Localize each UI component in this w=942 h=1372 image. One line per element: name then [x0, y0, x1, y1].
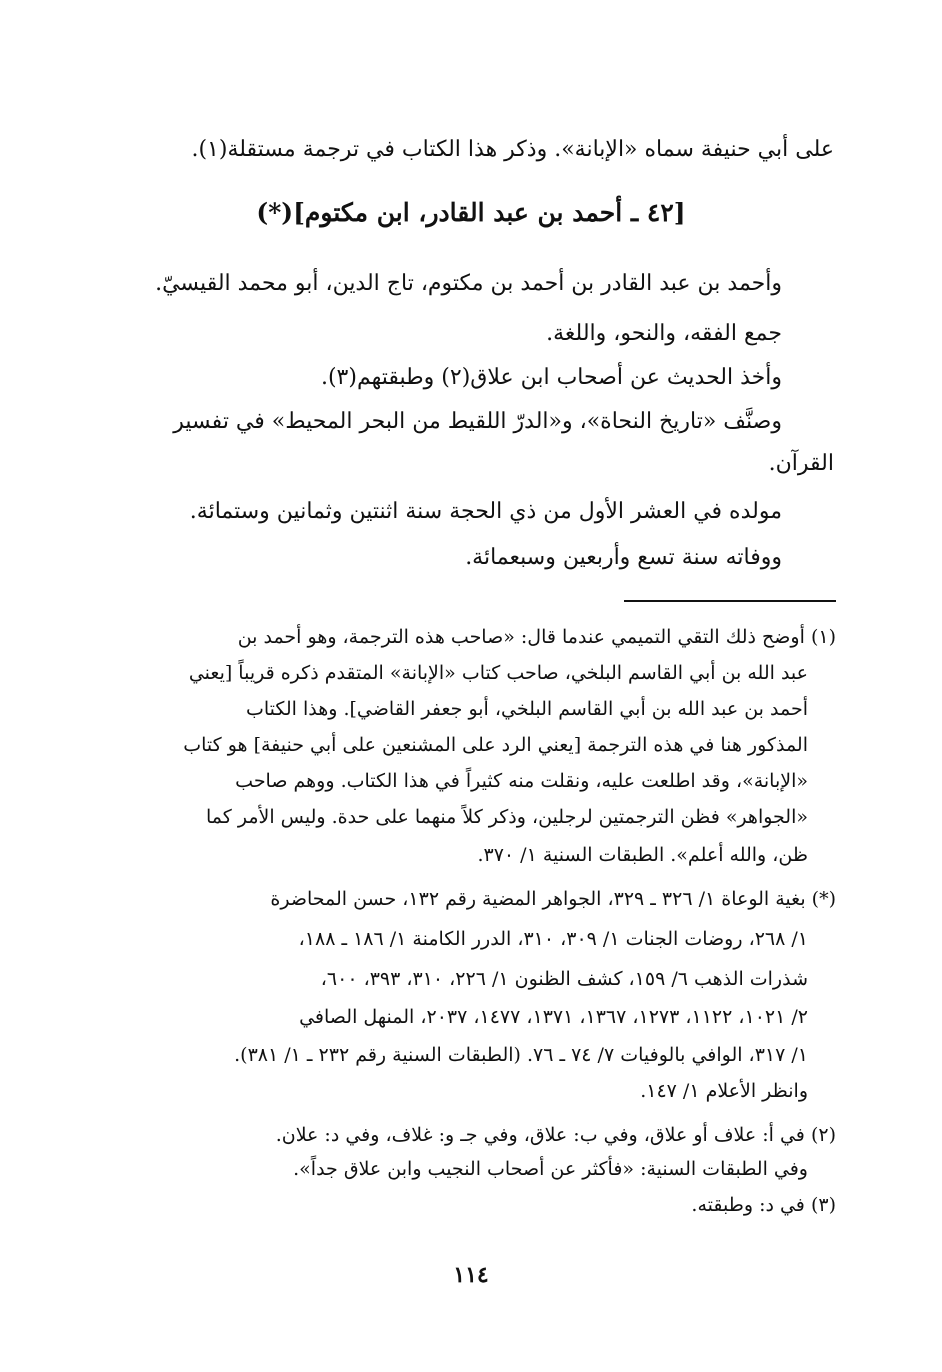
footnote-1-line: ظن، والله أعلم». الطبقات السنية ١/ ٣٧٠.	[477, 844, 808, 866]
footnote-marker: (٣)	[810, 1194, 836, 1216]
footnote-text: في د: وطبقته.	[691, 1194, 805, 1216]
footnote-star	[270, 882, 836, 916]
footnote-star-line: ٢/ ١٠٢١، ١١٢٢، ١٢٧٣، ١٣٦٧، ١٣٧١، ١٤٧٧، ٢٠٣٧، المنهل الصافي	[299, 1006, 808, 1028]
footnote-2	[276, 1118, 836, 1152]
body-paragraph: وأخذ الحديث عن أصحاب ابن علاق(٢) وطبقتهم(٣).	[320, 365, 782, 390]
continuation-line: على أبي حنيفة سماه «الإبانة». وذكر هذا الكتاب في ترجمة مستقلة(١).	[191, 137, 834, 162]
footnote-1-line: «الإبانة»، وقد اطلعت عليه، ونقلت منه كثيراً في هذا الكتاب. ووهم صاحب	[235, 770, 808, 792]
footnote-text: في أ: علاف أو علاق، وفي ب: علاق، وفي جـ و: غلاف، وفي د: علان.	[275, 1124, 805, 1146]
footnote-1-line: أحمد بن عبد الله بن أبي القاسم البلخي، أبو جعفر القاضي]. وهذا الكتاب	[245, 698, 808, 720]
footnote-star-line: شذرات الذهب ٦/ ١٥٩، كشف الظنون ١/ ٢٢٦، ٣١٠، ٣٩٣، ٦٠٠،	[320, 968, 808, 990]
footnote-2-line: وفي الطبقات السنية: «فأكثر عن أصحاب النجيب وابن علاق جداً».	[293, 1158, 808, 1180]
footnote-text: بغية الوعاة ١/ ٣٢٦ ـ ٣٢٩، الجواهر المضية رقم ١٣٢، حسن المحاضرة	[270, 888, 806, 910]
footnote-1-line: «الجواهر» فظن الترجمتين لرجلين، وذكر كلاً منهما على حدة. وليس الأمر كما	[205, 806, 808, 828]
footnote-star-line: ١/ ٣١٧، الوافي بالوفيات ٧/ ٧٤ ـ ٧٦. (الطبقات السنية رقم ٢٣٢ ـ ١/ ٣٨١).	[234, 1044, 808, 1066]
body-paragraph: مولده في العشر الأول من ذي الحجة سنة اثنتين وثمانين وستمائة.	[189, 499, 782, 524]
footnote-1-line: المذكور هنا في هذه الترجمة [يعني الرد على المشنعين على أبي حنيفة] هو كتاب	[183, 734, 808, 756]
body-paragraph-continuation: القرآن.	[768, 451, 834, 476]
footnote-star-line: ١/ ٢٦٨، روضات الجنات ١/ ٣٠٩، ٣١٠، الدرر الكامنة ١/ ١٨٦ ـ ١٨٨،	[298, 928, 808, 950]
footnote-separator	[624, 600, 836, 602]
footnote-1	[238, 620, 836, 654]
footnote-text: أوضح ذلك التقي التميمي عندما قال: «صاحب هذه الترجمة، وهو أحمد بن	[237, 626, 805, 648]
footnote-marker: (٢)	[810, 1124, 836, 1146]
footnote-marker: (*)	[811, 888, 836, 910]
footnote-star-line: وانظر الأعلام ١/ ١٤٧.	[640, 1080, 808, 1102]
footnote-1-line: عبد الله بن أبي القاسم البلخي، صاحب كتاب «الإبانة» المتقدم ذكره قريباً [يعني	[188, 662, 808, 684]
entry-heading: [٤٢ ـ أحمد بن عبد القادر، ابن مكتوم](*)	[256, 198, 686, 227]
body-paragraph: وصنَّف «تاريخ النحاة»، و«الدرّ اللقيط من البحر المحيط» في تفسير	[173, 409, 782, 434]
body-paragraph: وأحمد بن عبد القادر بن أحمد بن مكتوم، تاج الدين، أبو محمد القيسيّ.	[155, 271, 782, 296]
footnote-marker: (١)	[810, 626, 836, 648]
body-paragraph: جمع الفقه، والنحو، واللغة.	[546, 321, 782, 346]
footnote-3	[691, 1188, 836, 1222]
page-number: ١١٤	[453, 1262, 489, 1288]
body-paragraph: ووفاته سنة تسع وأربعين وسبعمائة.	[465, 545, 782, 570]
